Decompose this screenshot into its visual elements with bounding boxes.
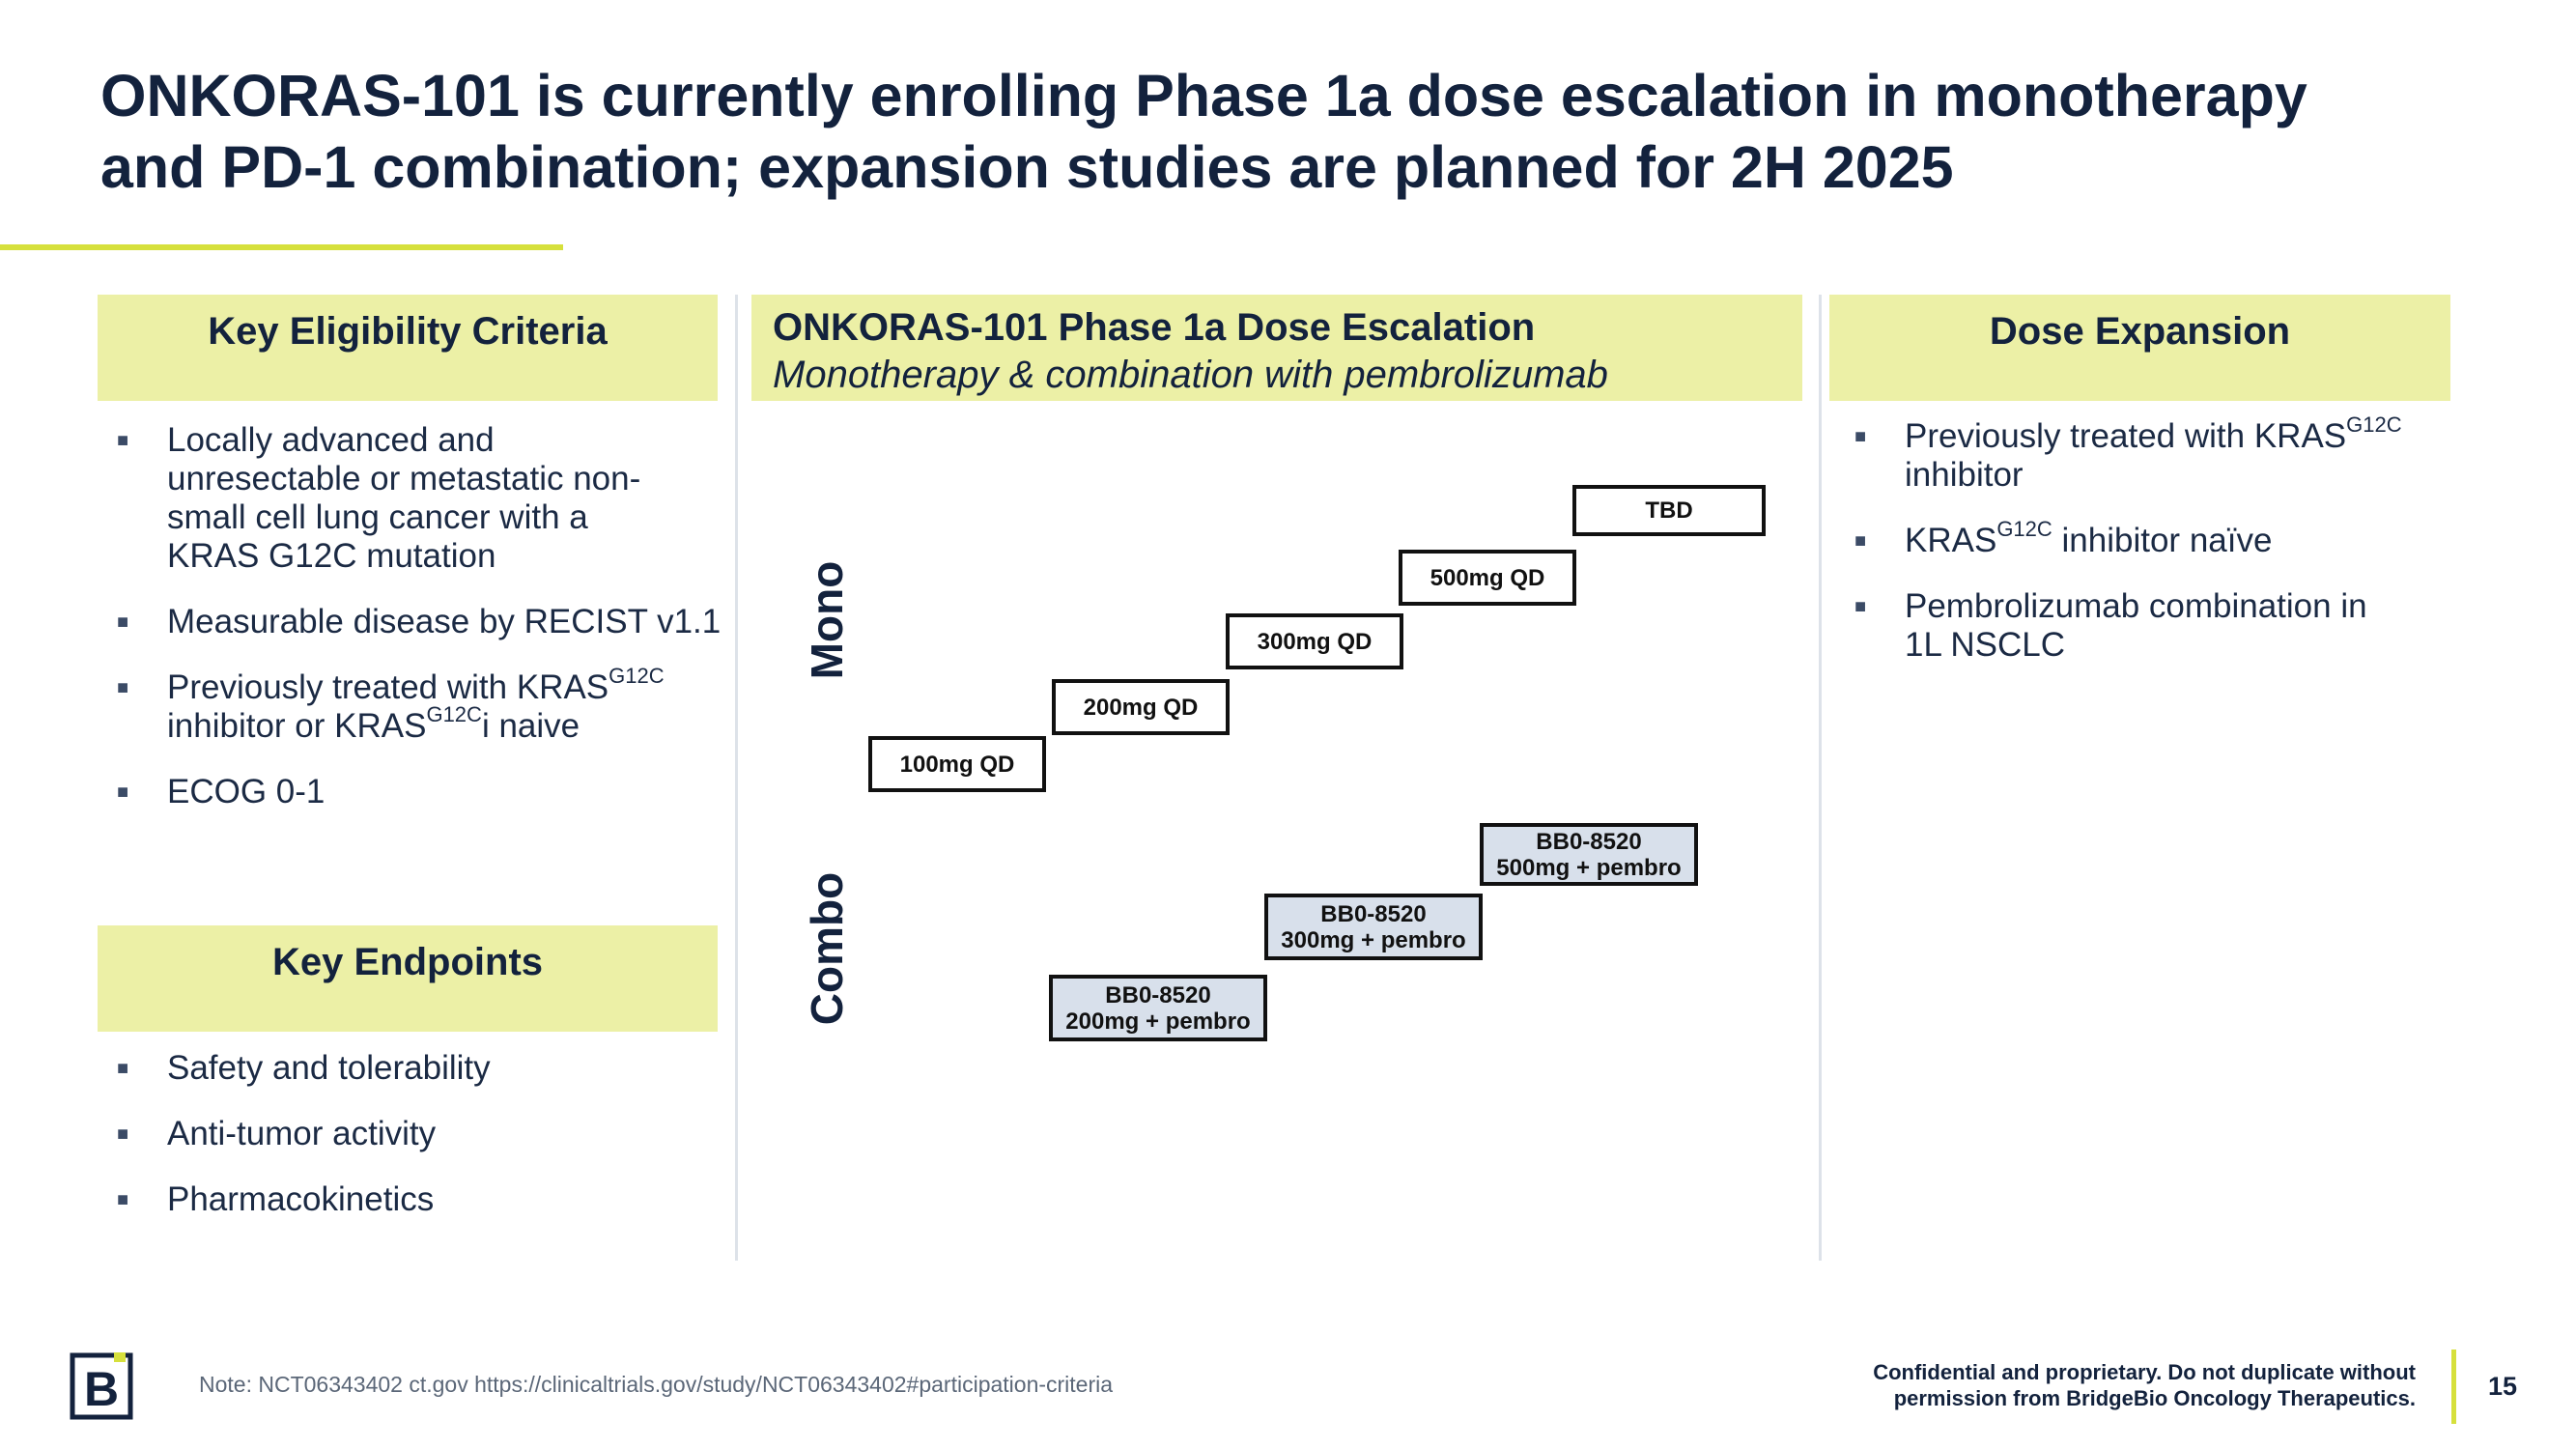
endpoints-heading: Key Endpoints <box>271 941 544 983</box>
bullet-square-icon: ■ <box>1854 596 1867 617</box>
combo-dose-200mg <box>1049 975 1267 1041</box>
eligibility-item <box>98 664 735 746</box>
expansion-item-3-line-2: 1L NSCLC <box>1905 626 2065 664</box>
mono-dose-100mg: 100mg QD <box>868 736 1046 792</box>
escalation-subheading: Monotherapy & combination with pembrolizumab <box>773 354 1608 396</box>
superscript-g12c: G12C <box>426 702 482 726</box>
combo-dose-amount-label: 300mg + pembro <box>1281 926 1466 953</box>
title-line-1: ONKORAS-101 is currently enrolling Phase 1a dose escalation in monotherapy <box>100 63 2307 128</box>
confidential-line-1: Confidential and proprietary. Do not duplicate without <box>1873 1360 2416 1384</box>
endpoint-item <box>98 1049 735 1088</box>
eligibility-item-1-line-4: KRAS G12C mutation <box>167 537 496 575</box>
eligibility-item-3-text-b: inhibitor or KRAS <box>167 707 427 745</box>
combo-dose-drug-label: BB0-8520 <box>1105 981 1211 1009</box>
eligibility-item-1-line-1: Locally advanced and <box>167 421 495 459</box>
mono-dose-500mg: 500mg QD <box>1399 550 1576 606</box>
expansion-heading: Dose Expansion <box>1989 310 2291 353</box>
expansion-item <box>1835 412 2453 495</box>
title-accent-rule <box>0 244 563 250</box>
endpoints-list <box>98 1049 735 1246</box>
title-line-2: and PD-1 combination; expansion studies are planned for 2H 2025 <box>100 134 1954 200</box>
combo-dose-300mg <box>1264 894 1483 960</box>
expansion-item-2-text: KRAS <box>1905 522 1997 559</box>
page-number: 15 <box>2488 1372 2518 1401</box>
expansion-item-3-line-1: Pembrolizumab combination in <box>1905 587 2367 625</box>
mono-dose-tbd: TBD <box>1572 485 1766 536</box>
eligibility-item-1-line-2: unresectable or metastatic non- <box>167 460 641 497</box>
bullet-square-icon: ■ <box>1854 426 1867 447</box>
eligibility-item <box>98 603 735 641</box>
escalation-header <box>751 295 1802 401</box>
endpoint-item-1: Safety and tolerability <box>167 1049 491 1087</box>
eligibility-item <box>98 773 735 811</box>
eligibility-item <box>98 421 735 576</box>
bullet-square-icon: ■ <box>117 677 129 698</box>
endpoint-item-2: Anti-tumor activity <box>167 1115 437 1152</box>
eligibility-heading: Key Eligibility Criteria <box>208 310 608 353</box>
confidential-line-2: permission from BridgeBio Oncology Therapeutics. <box>1893 1386 2416 1410</box>
logo-letter: B <box>83 1362 120 1416</box>
endpoint-item-3: Pharmacokinetics <box>167 1180 435 1218</box>
bullet-square-icon: ■ <box>117 1189 129 1210</box>
combo-dose-drug-label: BB0-8520 <box>1536 828 1642 855</box>
endpoint-item <box>98 1115 735 1153</box>
expansion-item-2-text-b: inhibitor naïve <box>2052 522 2273 559</box>
eligibility-item-4: ECOG 0-1 <box>167 773 326 810</box>
combo-dose-500mg <box>1480 823 1698 886</box>
column-divider-left <box>735 295 738 1261</box>
combo-dose-amount-label: 500mg + pembro <box>1496 854 1682 881</box>
eligibility-list <box>98 421 735 838</box>
mono-dose-300mg: 300mg QD <box>1226 613 1403 669</box>
endpoints-header <box>98 925 718 1032</box>
confidential-notice <box>1873 1359 2416 1411</box>
bullet-square-icon: ■ <box>117 781 129 803</box>
bullet-square-icon: ■ <box>117 1058 129 1079</box>
bullet-square-icon: ■ <box>117 1123 129 1145</box>
eligibility-header <box>98 295 718 401</box>
bullet-square-icon: ■ <box>1854 530 1867 552</box>
superscript-g12c: G12C <box>1996 517 2052 541</box>
expansion-header <box>1829 295 2450 401</box>
eligibility-item-2: Measurable disease by RECIST v1.1 <box>167 603 722 640</box>
page-title <box>100 60 2515 203</box>
bullet-square-icon: ■ <box>117 611 129 633</box>
mono-row-label: Mono <box>802 560 852 680</box>
expansion-list <box>1835 412 2453 692</box>
expansion-item <box>1835 587 2453 665</box>
page-number-accent <box>2451 1350 2456 1424</box>
eligibility-item-3-text-c: i naive <box>481 707 580 745</box>
eligibility-item-1-line-3: small cell lung cancer with a <box>167 498 588 536</box>
superscript-g12c: G12C <box>2346 412 2402 437</box>
combo-dose-amount-label: 200mg + pembro <box>1065 1008 1251 1035</box>
expansion-item <box>1835 517 2453 560</box>
superscript-g12c: G12C <box>609 664 665 688</box>
bullet-square-icon: ■ <box>117 430 129 451</box>
expansion-item-1-text-b: inhibitor <box>1905 456 2024 494</box>
combo-row-label: Combo <box>802 871 852 1026</box>
column-divider-right <box>1819 295 1822 1261</box>
expansion-item-1-text: Previously treated with KRAS <box>1905 417 2347 455</box>
endpoint-item <box>98 1180 735 1219</box>
escalation-heading: ONKORAS-101 Phase 1a Dose Escalation <box>773 306 1536 349</box>
mono-dose-200mg: 200mg QD <box>1052 679 1230 735</box>
footer-note: Note: NCT06343402 ct.gov https://clinicaltrials.gov/study/NCT06343402#participation-criteria <box>199 1372 1114 1397</box>
eligibility-item-3-text-a: Previously treated with KRAS <box>167 668 609 706</box>
bridgebio-logo-icon <box>70 1352 133 1420</box>
combo-dose-drug-label: BB0-8520 <box>1320 900 1427 927</box>
